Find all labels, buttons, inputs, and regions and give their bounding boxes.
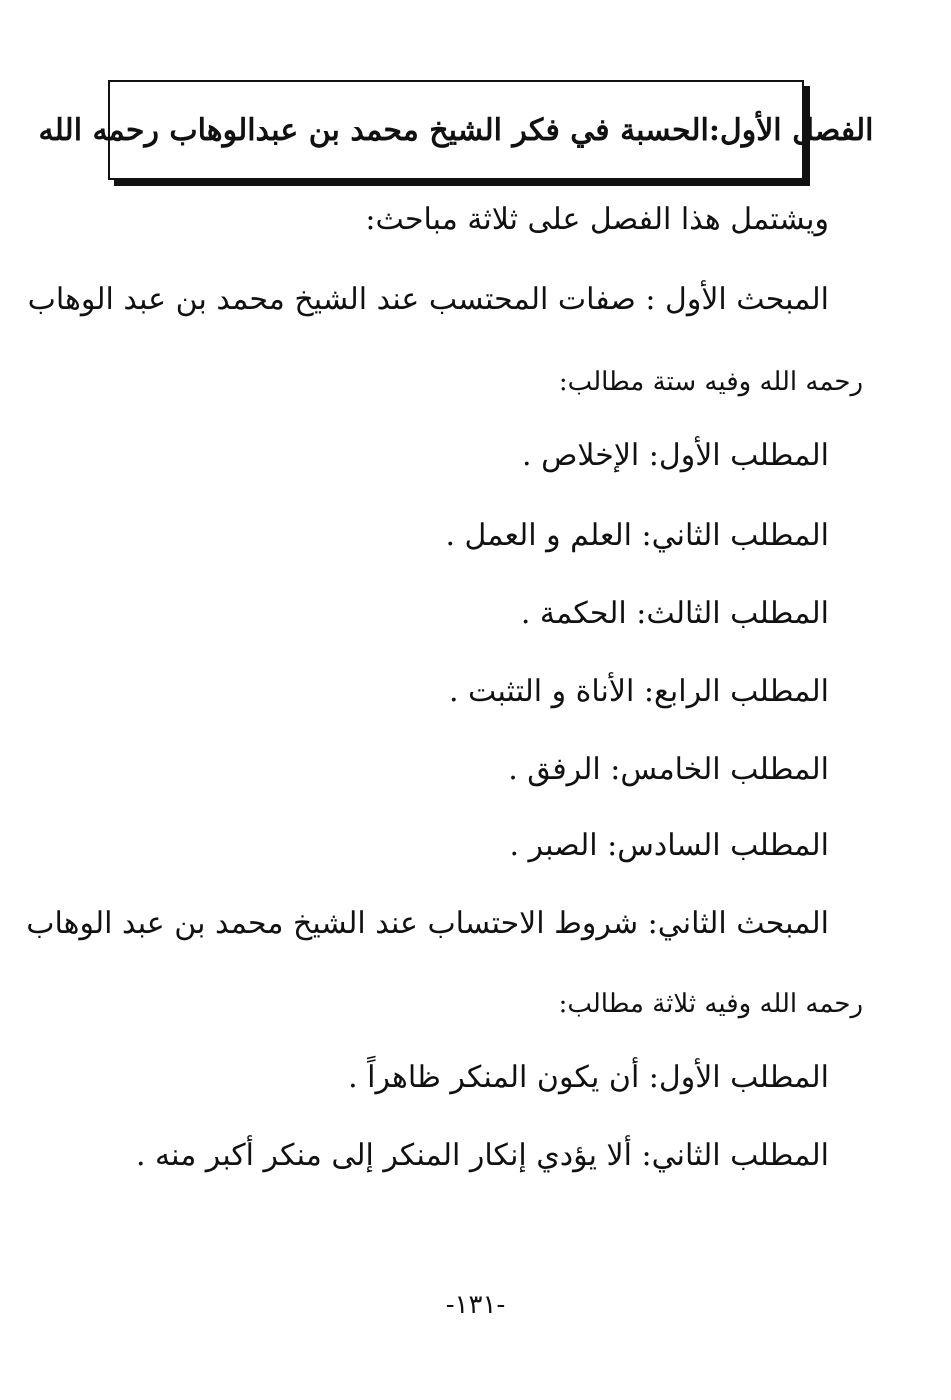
section-1-heading-continuation: رحمه الله وفيه ستة مطالب: (558, 367, 863, 397)
section-1-item-2: المطلب الثاني: العلم و العمل . (445, 518, 829, 553)
section-1-item-6: المطلب السادس: الصبر . (509, 828, 829, 863)
page-number: -١٣١- (445, 1290, 506, 1320)
chapter-title-box (38, 80, 874, 180)
chapter-title: الفصل الأول:الحسبة في فكر الشيخ محمد بن عبدالوهاب رحمه الله (38, 112, 874, 148)
section-1-item-3: المطلب الثالث: الحكمة . (520, 596, 829, 631)
section-2-item-2: المطلب الثاني: ألا يؤدي إنكار المنكر إلى منكر أكبر منه . (135, 1138, 829, 1173)
section-2-item-1: المطلب الأول: أن يكون المنكر ظاهراً . (348, 1060, 829, 1095)
section-1-item-4: المطلب الرابع: الأناة و التثبت . (448, 674, 829, 709)
chapter-intro: ويشتمل هذا الفصل على ثلاثة مباحث: (365, 202, 829, 237)
section-1-item-1: المطلب الأول: الإخلاص . (522, 438, 829, 473)
section-2-heading-continuation: رحمه الله وفيه ثلاثة مطالب: (558, 989, 863, 1019)
section-1-item-5: المطلب الخامس: الرفق . (508, 752, 829, 787)
section-1-heading: المبحث الأول : صفات المحتسب عند الشيخ محمد بن عبد الوهاب (27, 282, 829, 317)
section-2-heading: المبحث الثاني: شروط الاحتساب عند الشيخ محمد بن عبد الوهاب (26, 906, 829, 941)
